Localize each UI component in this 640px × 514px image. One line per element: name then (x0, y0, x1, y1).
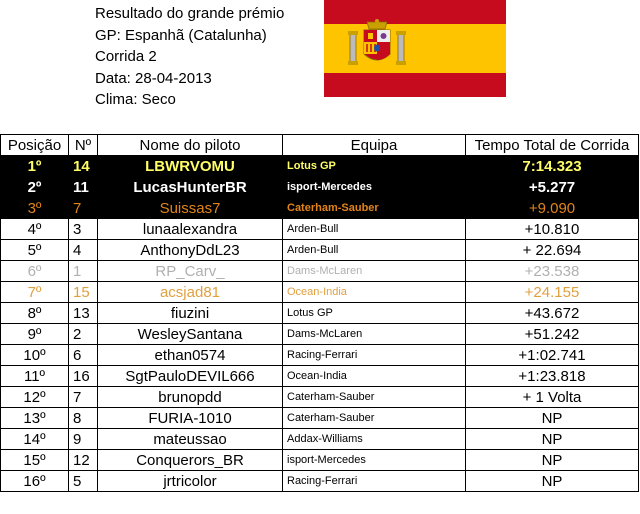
cell-position: 8º (1, 303, 69, 324)
cell-total-time: +51.242 (466, 324, 639, 345)
cell-driver-name: WesleySantana (98, 324, 283, 345)
cell-driver-name: brunopdd (98, 387, 283, 408)
cell-team: isport-Mercedes (283, 450, 466, 471)
cell-driver-name: ethan0574 (98, 345, 283, 366)
cell-total-time: NP (466, 450, 639, 471)
cell-position: 6º (1, 261, 69, 282)
cell-driver-name: acsjad81 (98, 282, 283, 303)
header-number: Nº (69, 135, 98, 156)
cell-position: 9º (1, 324, 69, 345)
cell-team: Dams-McLaren (283, 324, 466, 345)
cell-driver-name: jrtricolor (98, 471, 283, 492)
cell-team: Lotus GP (283, 156, 466, 177)
cell-total-time: NP (466, 471, 639, 492)
cell-total-time: +1:02.741 (466, 345, 639, 366)
cell-position: 3º (1, 198, 69, 219)
cell-number: 7 (69, 198, 98, 219)
cell-total-time: +23.538 (466, 261, 639, 282)
table-row (1, 177, 639, 198)
table-row (1, 408, 639, 429)
header-total-time: Tempo Total de Corrida (466, 135, 639, 156)
table-row (1, 366, 639, 387)
cell-total-time: +9.090 (466, 198, 639, 219)
cell-driver-name: mateussao (98, 429, 283, 450)
cell-driver-name: AnthonyDdL23 (98, 240, 283, 261)
header-team: Equipa (283, 135, 466, 156)
table-row (1, 324, 639, 345)
table-row (1, 471, 639, 492)
cell-number: 16 (69, 366, 98, 387)
cell-total-time: +10.810 (466, 219, 639, 240)
cell-driver-name: lunaalexandra (98, 219, 283, 240)
cell-number: 13 (69, 303, 98, 324)
cell-team: Ocean-India (283, 366, 466, 387)
table-row (1, 387, 639, 408)
table-row (1, 345, 639, 366)
cell-total-time: 7:14.323 (466, 156, 639, 177)
table-row (1, 282, 639, 303)
cell-total-time: NP (466, 429, 639, 450)
race-gp: GP: Espanhã (Catalunha) (95, 26, 267, 44)
cell-team: Lotus GP (283, 303, 466, 324)
cell-total-time: + 22.694 (466, 240, 639, 261)
race-number: Corrida 2 (95, 48, 157, 65)
cell-position: 16º (1, 471, 69, 492)
race-title: Resultado do grande prémio (95, 5, 285, 22)
cell-number: 8 (69, 408, 98, 429)
cell-team: Caterham-Sauber (283, 408, 466, 429)
cell-number: 3 (69, 219, 98, 240)
cell-position: 2º (1, 177, 69, 198)
cell-driver-name: fiuzini (98, 303, 283, 324)
cell-position: 13º (1, 408, 69, 429)
cell-number: 12 (69, 450, 98, 471)
cell-number: 2 (69, 324, 98, 345)
cell-team: Ocean-India (283, 282, 466, 303)
header-driver-name: Nome do piloto (98, 135, 283, 156)
cell-driver-name: Suissas7 (98, 198, 283, 219)
cell-team: Caterham-Sauber (283, 387, 466, 408)
cell-number: 15 (69, 282, 98, 303)
spain-flag-icon (324, 0, 506, 97)
cell-position: 12º (1, 387, 69, 408)
cell-total-time: +1:23.818 (466, 366, 639, 387)
cell-team: isport-Mercedes (283, 177, 466, 198)
race-date: Data: 28-04-2013 (95, 69, 212, 87)
cell-position: 10º (1, 345, 69, 366)
cell-position: 14º (1, 429, 69, 450)
cell-number: 11 (69, 177, 98, 198)
cell-total-time: +43.672 (466, 303, 639, 324)
cell-position: 5º (1, 240, 69, 261)
cell-team: Racing-Ferrari (283, 471, 466, 492)
cell-driver-name: SgtPauloDEVIL666 (98, 366, 283, 387)
table-row (1, 240, 639, 261)
cell-number: 5 (69, 471, 98, 492)
cell-team: Caterham-Sauber (283, 198, 466, 219)
table-row (1, 429, 639, 450)
table-row (1, 261, 639, 282)
cell-team: Addax-Williams (283, 429, 466, 450)
cell-total-time: +24.155 (466, 282, 639, 303)
cell-total-time: + 1 Volta (466, 387, 639, 408)
cell-driver-name: LucasHunterBR (98, 177, 283, 198)
cell-number: 6 (69, 345, 98, 366)
results-body (1, 156, 639, 492)
cell-team: Dams-McLaren (283, 261, 466, 282)
table-header-row (1, 135, 639, 156)
table-row (1, 219, 639, 240)
cell-driver-name: Conquerors_BR (98, 450, 283, 471)
cell-position: 15º (1, 450, 69, 471)
cell-team: Arden-Bull (283, 219, 466, 240)
table-row (1, 198, 639, 219)
cell-total-time: +5.277 (466, 177, 639, 198)
cell-position: 4º (1, 219, 69, 240)
table-row (1, 450, 639, 471)
cell-number: 1 (69, 261, 98, 282)
table-row (1, 156, 639, 177)
cell-position: 1º (1, 156, 69, 177)
cell-team: Arden-Bull (283, 240, 466, 261)
header-position: Posição (1, 135, 69, 156)
race-weather: Clima: Seco (95, 91, 176, 108)
cell-number: 4 (69, 240, 98, 261)
cell-total-time: NP (466, 408, 639, 429)
results-table (0, 134, 639, 492)
cell-number: 7 (69, 387, 98, 408)
cell-driver-name: LBWRVOMU (98, 156, 283, 177)
cell-driver-name: RP_Carv_ (98, 261, 283, 282)
cell-number: 9 (69, 429, 98, 450)
cell-team: Racing-Ferrari (283, 345, 466, 366)
race-info (95, 3, 284, 111)
cell-position: 7º (1, 282, 69, 303)
cell-driver-name: FURIA-1010 (98, 408, 283, 429)
table-row (1, 303, 639, 324)
cell-number: 14 (69, 156, 98, 177)
cell-position: 11º (1, 366, 69, 387)
